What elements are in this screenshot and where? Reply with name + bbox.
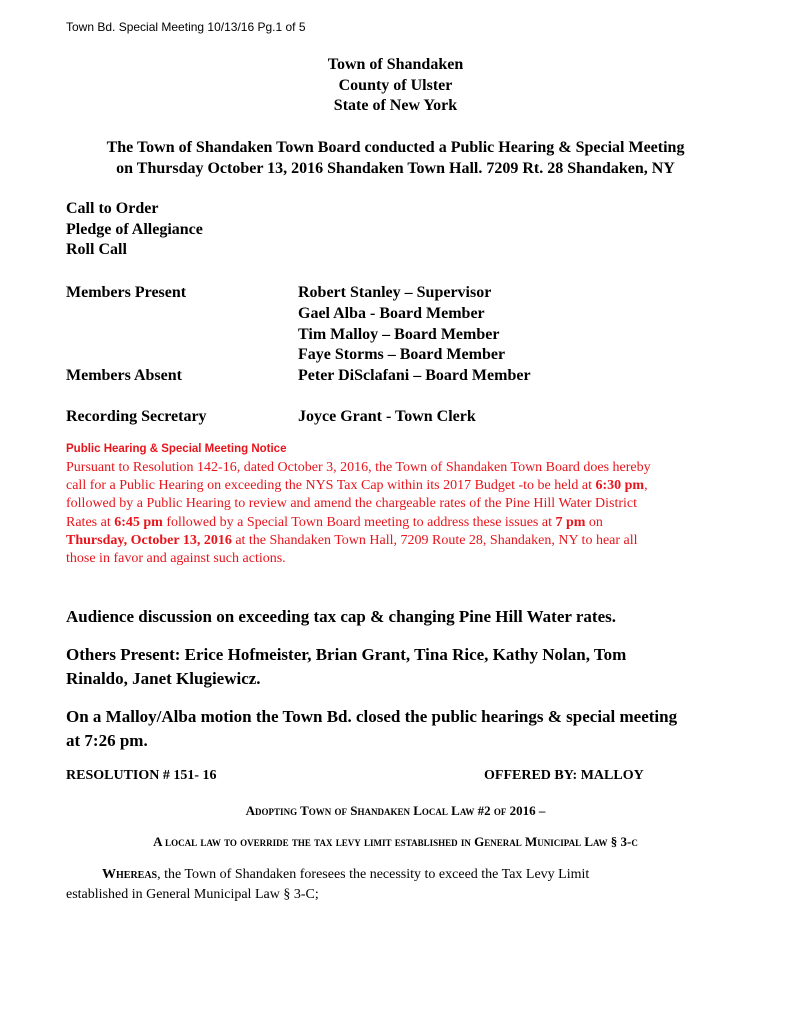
resolution-number: RESOLUTION # 151- 16 xyxy=(66,768,217,783)
recording-secretary: Joyce Grant - Town Clerk xyxy=(298,408,476,425)
whereas-text: , the Town of Shandaken foresees the necessity to exceed the Tax Levy Limit xyxy=(157,867,590,882)
agenda-call-to-order: Call to Order xyxy=(66,200,159,217)
notice-line xyxy=(66,514,746,532)
title-town: Town of Shandaken xyxy=(327,56,464,73)
others-present-line-1: Others Present: Erice Hofmeister, Brian Grant, Tina Rice, Kathy Nolan, Tom xyxy=(66,645,627,664)
notice-text: followed by a Special Town Board meeting to address these issues at xyxy=(162,514,556,530)
notice-heading: Public Hearing & Special Meeting Notice xyxy=(66,443,287,455)
members-absent-label: Members Absent xyxy=(66,367,182,384)
notice-time-hearing-1: 6:30 pm xyxy=(595,478,645,494)
whereas-label: Whereas xyxy=(102,867,158,882)
notice-line: followed by a Public Hearing to review and amend the chargeable rates of the Pine Hill Water District xyxy=(66,496,638,512)
notice-text: at the Shandaken Town Hall, 7209 Route 28, Shandaken, NY to hear all xyxy=(231,532,638,548)
notice-line: those in favor and against such actions. xyxy=(66,551,286,567)
motion-line-1: On a Malloy/Alba motion the Town Bd. closed the public hearings & special meeting xyxy=(66,707,678,726)
running-header: Town Bd. Special Meeting 10/13/16 Pg.1 of 5 xyxy=(66,20,306,34)
resolution-adopting-line: Adopting Town of Shandaken Local Law #2 of 2016 – xyxy=(245,803,546,818)
whereas-line-1 xyxy=(102,867,589,883)
document-title xyxy=(0,55,791,117)
whereas-line-2: established in General Municipal Law § 3-C; xyxy=(66,887,319,902)
member-absent: Peter DiSclafani – Board Member xyxy=(298,367,531,384)
motion-line-2: at 7:26 pm. xyxy=(66,731,148,750)
notice-line: Pursuant to Resolution 142-16, dated October 3, 2016, the Town of Shandaken Town Board does hereby xyxy=(66,460,651,475)
member-present: Tim Malloy – Board Member xyxy=(298,326,500,343)
others-present-line-2: Rinaldo, Janet Klugiewicz. xyxy=(66,669,261,688)
notice-text: , xyxy=(644,478,648,494)
notice-text: Rates at xyxy=(66,514,115,530)
audience-discussion: Audience discussion on exceeding tax cap & changing Pine Hill Water rates. xyxy=(66,607,616,626)
intro-line-2: on Thursday October 13, 2016 Shandaken Town Hall. 7209 Rt. 28 Shandaken, NY xyxy=(116,159,675,177)
member-present: Faye Storms – Board Member xyxy=(298,346,506,363)
notice-time-meeting: 7 pm xyxy=(555,514,586,530)
notice-time-hearing-2: 6:45 pm xyxy=(114,514,163,530)
agenda-pledge: Pledge of Allegiance xyxy=(66,221,203,238)
resolution-offered-by: OFFERED BY: MALLOY xyxy=(484,768,644,783)
notice-line xyxy=(66,477,746,495)
members-present-label: Members Present xyxy=(66,284,187,301)
notice-body xyxy=(66,459,746,568)
title-state: State of New York xyxy=(333,97,458,114)
notice-text: on xyxy=(585,514,603,530)
member-present: Gael Alba - Board Member xyxy=(298,305,485,322)
notice-date: Thursday, October 13, 2016 xyxy=(66,532,232,548)
agenda-roll-call: Roll Call xyxy=(66,241,127,258)
recording-secretary-label: Recording Secretary xyxy=(66,408,207,425)
local-law-title: A local law to override the tax levy limit established in General Municipal Law § 3-c xyxy=(153,834,638,849)
notice-text: call for a Public Hearing on exceeding the NYS Tax Cap within its 2017 Budget -to be held at xyxy=(66,478,596,494)
member-present: Robert Stanley – Supervisor xyxy=(298,284,492,301)
title-county: County of Ulster xyxy=(338,76,453,94)
meeting-intro xyxy=(0,138,791,179)
notice-line xyxy=(66,532,746,550)
intro-line-1: The Town of Shandaken Town Board conducted a Public Hearing & Special Meeting xyxy=(106,139,685,156)
